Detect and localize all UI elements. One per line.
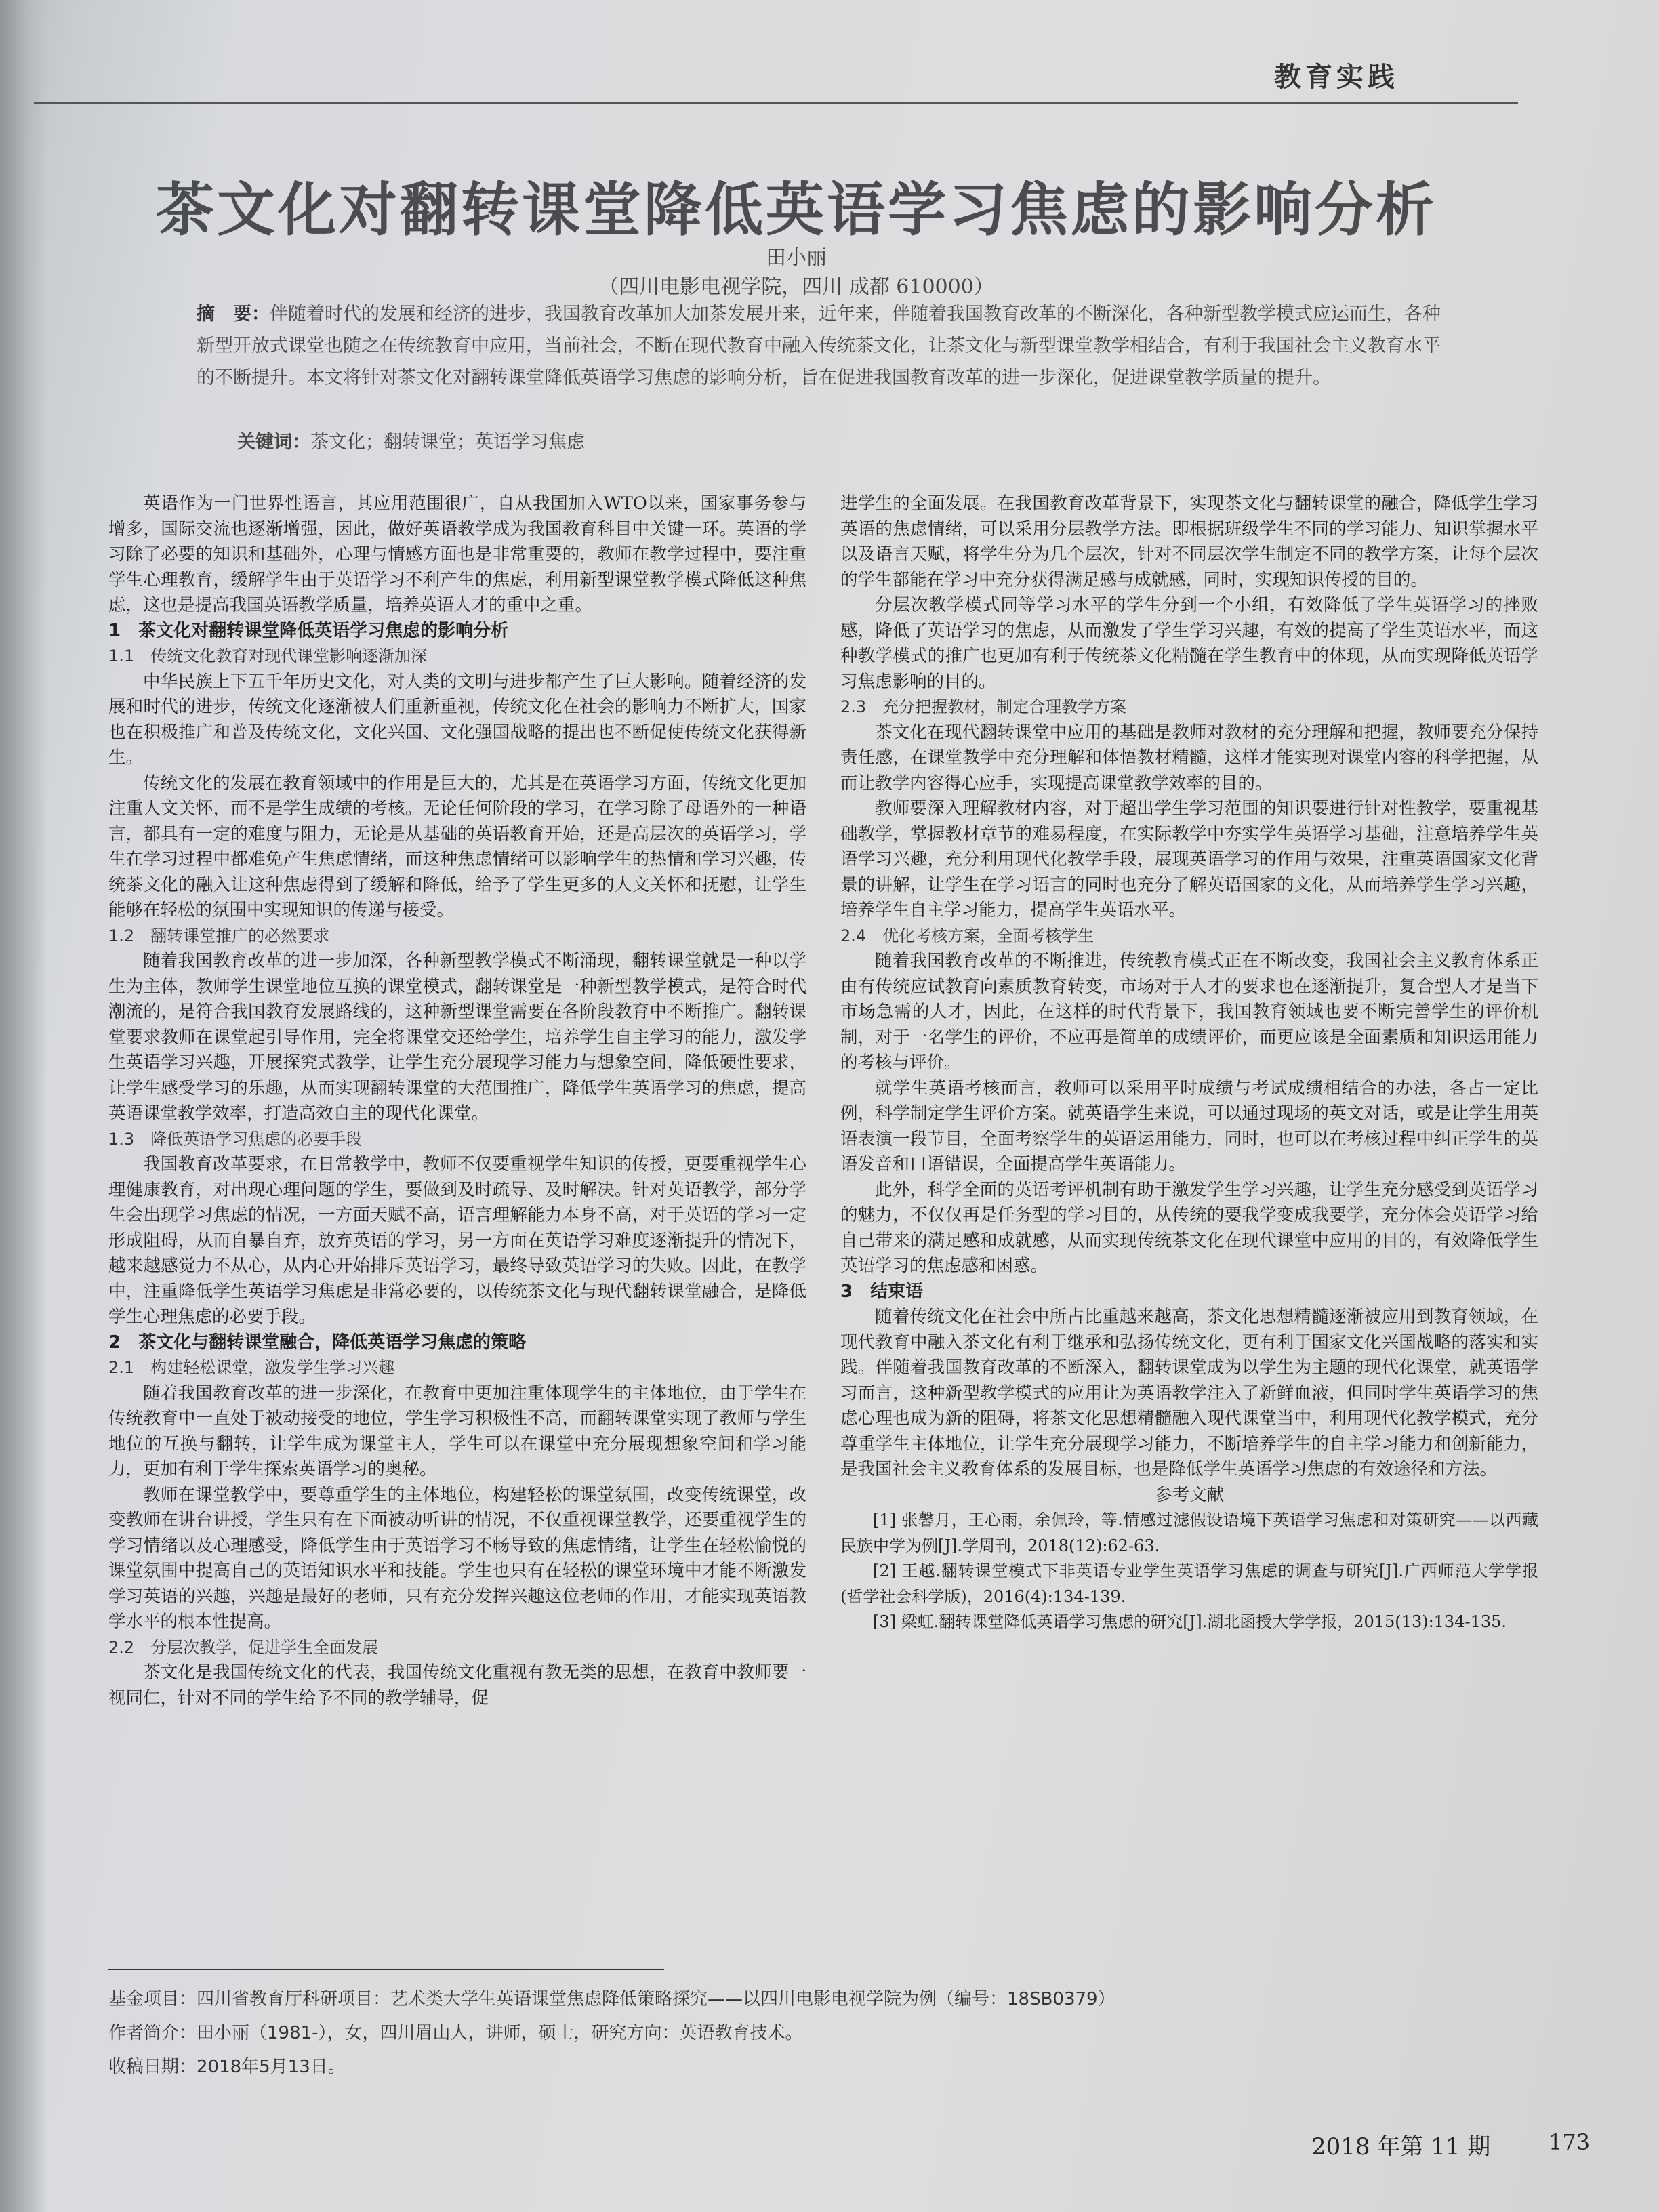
page-number: 173	[1549, 2129, 1591, 2155]
section-header: 教育实践	[1274, 61, 1399, 93]
right-subsection-heading: 2.3 充分把握教材，制定合理教学方案	[840, 697, 1127, 716]
left-paragraph: 教师在课堂教学中，要尊重学生的主体地位，构建轻松的课堂氛围，改变传统课堂，改变教师在讲台讲授，学生只有在下面被动听讲的情况，不仅重视课堂教学，还要重视学生的学习情绪以及心理感受，降低学生由于英语学习不畅导致的焦虑情绪，让学生在轻松愉悦的课堂氛围中提高自己的英语知识水平和技能。学生也只有在轻松的课堂环境中才能不断激发学习英语的兴趣，兴趣是最好的老师，只有充分发挥兴趣这位老师的作用，才能实现英语教学水平的根本性提高。	[108, 1484, 806, 1632]
footnotes	[108, 1982, 1464, 2084]
fund-note: 基金项目：四川省教育厅科研项目：艺术类大学生英语课堂焦虑降低策略探究——以四川电影电视学院为例（编号：18SB0379）	[108, 1989, 1115, 2009]
keywords-text: 茶文化；翻转课堂；英语学习焦虑	[310, 432, 585, 453]
author-bio: 作者简介：田小丽（1981-），女，四川眉山人，讲师，硕士，研究方向：英语教育技术。	[108, 2023, 803, 2043]
left-subsection-heading: 1.1 传统文化教育对现代课堂影响逐渐加深	[108, 647, 428, 665]
left-subsection-heading: 1.2 翻转课堂推广的必然要求	[108, 926, 330, 945]
right-paragraph: 茶文化在现代翻转课堂中应用的基础是教师对教材的充分理解和把握，教师要充分保持责任感，在课堂教学中充分理解和体悟教材精髓，这样才能实现对课堂内容的科学把握，从而让教学内容得心应手，实现提高课堂教学效率的目的。	[840, 722, 1538, 794]
right-paragraph: 随着传统文化在社会中所占比重越来越高，茶文化思想精髓逐渐被应用到教育领域，在现代教育中融入茶文化有利于继承和弘扬传统文化，更有利于国家文化兴国战略的落实和实践。伴随着我国教育改革的不断深入，翻转课堂成为以学生为主题的现代化课堂，就英语学习而言，这种新型教学模式的应用让为英语教学注入了新鲜血液，但同时学生英语学习的焦虑心理也成为新的阻碍，将茶文化思想精髓融入现代课堂当中，利用现代化教学模式，充分尊重学生主体地位，让学生充分展现学习能力，不断培养学生的自主学习能力和创新能力，是我国社会主义教育体系的发展目标，也是降低学生英语学习焦虑的有效途径和方法。	[840, 1307, 1538, 1479]
left-paragraph: 茶文化是我国传统文化的代表，我国传统文化重视有教无类的思想，在教育中教师要一视同仁，针对不同的学生给予不同的教学辅导，促	[108, 1662, 806, 1708]
right-paragraph: 教师要深入理解教材内容，对于超出学生学习范围的知识要进行针对性教学，要重视基础教学，掌握教材章节的难易程度，在实际教学中夯实学生英语学习基础，注意培养学生英语学习兴趣，充分利用现代化教学手段，展现英语学习的作用与效果，注重英语国家文化背景的讲解，让学生在学习语言的同时也充分了解英语国家的文化，从而培养学生学习兴趣，培养学生自主学习能力，提高学生英语水平。	[840, 798, 1538, 920]
left-section-heading: 2 茶文化与翻转课堂融合，降低英语学习焦虑的策略	[108, 1332, 527, 1353]
reference-item: [2] 王越.翻转课堂模式下非英语专业学生英语学习焦虑的调查与研究[J].广西师范大学学报(哲学社会科学版)，2016(4):134-139.	[840, 1561, 1538, 1606]
right-paragraph: 此外，科学全面的英语考评机制有助于激发学生学习兴趣，让学生充分感受到英语学习的魅力，不仅仅再是任务型的学习目的，从传统的要我学变成我要学，充分体会英语学习给自己带来的满足感和成就感，从而实现传统茶文化在现代课堂中应用的目的，有效降低学生英语学习的焦虑感和困惑。	[840, 1179, 1538, 1276]
issue-label: 2018 年第 11 期	[1311, 2133, 1491, 2160]
right-subsection-heading: 2.4 优化考核方案，全面考核学生	[840, 926, 1094, 945]
author: 田小丽	[766, 246, 827, 270]
right-paragraph: 就学生英语考核而言，教师可以采用平时成绩与考试成绩相结合的办法，各占一定比例，科学制定学生评价方案。就英语学生来说，可以通过现场的英文对话，或是让学生用英语表演一段节目，全面考察学生的英语运用能力，同时，也可以在考核过程中纠正学生的英语发音和口语错误，全面提高学生英语能力。	[840, 1078, 1538, 1174]
footnote-rule	[108, 1969, 664, 1970]
right-paragraph-continued: 进学生的全面发展。在我国教育改革背景下，实现茶文化与翻转课堂的融合，降低学生学习英语的焦虑情绪，可以采用分层教学方法。即根据班级学生不同的学习能力、知识掌握水平以及语言天赋，将学生分为几个层次，针对不同层次学生制定不同的教学方案，让每个层次的学生都能在学习中充分获得满足感与成就感，同时，实现知识传授的目的。	[840, 493, 1538, 590]
abstract	[197, 298, 1450, 394]
left-paragraph: 传统文化的发展在教育领域中的作用是巨大的，尤其是在英语学习方面，传统文化更加注重人文关怀，而不是学生成绩的考核。无论任何阶段的学习，在学习除了母语外的一种语言，都具有一定的难度与阻力，无论是从基础的英语教育开始，还是高层次的英语学习，学生在学习过程中都难免产生焦虑情绪，而这种焦虑情绪可以影响学生的热情和学习兴趣，传统茶文化的融入让这种焦虑得到了缓解和降低，给予了学生更多的人文关怀和抚慰，让学生能够在轻松的氛围中实现知识的传递与接受。	[108, 773, 806, 920]
reference-item: [1] 张馨月，王心雨，余佩玲，等.情感过滤假设语境下英语学习焦虑和对策研究——以西藏民族中学为例[J].学周刊，2018(12):62-63.	[840, 1511, 1538, 1555]
right-paragraph: 分层次教学模式同等学习水平的学生分到一个小组，有效降低了学生英语学习的挫败感，降低了英语学习的焦虑，从而激发了学生学习兴趣，有效的提高了学生英语水平，而这种教学模式的推广也更加有利于传统茶文化精髓在学生教育中的体现，从而实现降低英语学习焦虑影响的目的。	[840, 595, 1538, 692]
affiliation: （四川电影电视学院，四川 成都 610000）	[598, 275, 994, 299]
left-section-heading: 1 茶文化对翻转课堂降低英语学习焦虑的影响分析	[108, 620, 509, 641]
left-subsection-heading: 2.2 分层次教学，促进学生全面发展	[108, 1637, 379, 1657]
left-paragraph: 中华民族上下五千年历史文化，对人类的文明与进步都产生了巨大影响。随着经济的发展和时代的进步，传统文化逐渐被人们重新重视，传统文化在社会的影响力不断扩大，国家也在积极推广和普及传统文化，文化兴国、文化强国战略的提出也不断促使传统文化获得新生。	[108, 671, 806, 768]
left-column	[108, 491, 806, 1711]
page-binding-edge	[0, 0, 47, 2212]
left-paragraph: 我国教育改革要求，在日常教学中，教师不仅要重视学生知识的传授，更要重视学生心理健康教育，对出现心理问题的学生，要做到及时疏导、及时解决。针对英语教学，部分学生会出现学习焦虑的情况，一方面天赋不高，语言理解能力本身不高，对于英语的学习一定形成阻碍，从而自暴自弃，放弃英语的学习，另一方面在英语学习难度逐渐提升的情况下，越来越感觉力不从心，从内心开始排斥英语学习，最终导致英语学习的失败。因此，在教学中，注重降低学生英语学习焦虑是非常必要的，以传统茶文化与现代翻转课堂融合，是降低学生心理焦虑的必要手段。	[108, 1154, 806, 1327]
left-paragraph: 随着我国教育改革的进一步加深，各种新型教学模式不断涌现，翻转课堂就是一种以学生为主体，教师学生课堂地位互换的课堂模式，翻转课堂是一种新型教学模式，是符合时代潮流的，是符合我国教育发展路线的，这种新型课堂需要在各阶段教育中不断推广。翻转课堂要求教师在课堂起引导作用，完全将课堂交还给学生，培养学生自主学习的能力，激发学生英语学习兴趣，开展探究式教学，让学生充分展现学习能力与想象空间，降低硬性要求，让学生感受学习的乐趣，从而实现翻转课堂的大范围推广，降低学生英语学习的焦虑，提高英语课堂教学效率，打造高效自主的现代化课堂。	[108, 951, 806, 1124]
reference-item: [3] 梁虹.翻转课堂降低英语学习焦虑的研究[J].湖北函授大学学报，2015(13):134-135.	[873, 1612, 1507, 1631]
right-column	[840, 491, 1538, 1635]
header-rule	[34, 102, 1518, 104]
abstract-text: 伴随着时代的发展和经济的进步，我国教育改革加大加茶发展开来，近年来，伴随着我国教育改革的不断深化，各种新型教学模式应运而生，各种新型开放式课堂也随之在传统教育中应用，当前社会，不断在现代教育中融入传统茶文化，让茶文化与新型课堂教学相结合，有利于我国社会主义教育水平的不断提升。本文将针对茶文化对翻转课堂降低英语学习焦虑的影响分析，旨在促进我国教育改革的进一步深化，促进课堂教学质量的提升。	[197, 304, 1441, 388]
left-paragraph: 英语作为一门世界性语言，其应用范围很广，自从我国加入WTO以来，国家事务参与增多，国际交流也逐渐增强，因此，做好英语教学成为我国教育科目中关键一环。英语的学习除了必要的知识和基础外，心理与情感方面也是非常重要的，教师在教学过程中，要注重学生心理教育，缓解学生由于英语学习不利产生的焦虑，利用新型课堂教学模式降低这种焦虑，这也是提高我国英语教学质量，培养英语人才的重中之重。	[108, 493, 806, 615]
right-paragraph: 随着我国教育改革的不断推进，传统教育模式正在不断改变，我国社会主义教育体系正由有传统应试教育向素质教育转变，市场对于人才的要求也在逐渐提升，复合型人才是当下市场急需的人才，因此，在这样的时代背景下，我国教育领域也要不断完善学生的评价机制，对于一名学生的评价，不应再是简单的成绩评价，而更应该是全面素质和知识运用能力的考核与评价。	[840, 951, 1538, 1073]
received-date: 收稿日期：2018年5月13日。	[108, 2057, 346, 2077]
abstract-label: 摘 要：	[197, 304, 270, 325]
left-subsection-heading: 1.3 降低英语学习焦虑的必要手段	[108, 1129, 363, 1149]
left-subsection-heading: 2.1 构建轻松课堂，激发学生学习兴趣	[108, 1358, 395, 1377]
keywords	[237, 427, 585, 453]
references-title: 参考文献	[1154, 1484, 1224, 1505]
right-section-heading: 3 结束语	[840, 1281, 924, 1302]
article-title: 茶文化对翻转课堂降低英语学习焦虑的影响分析	[156, 176, 1437, 244]
left-paragraph: 随着我国教育改革的进一步深化，在教育中更加注重体现学生的主体地位，由于学生在传统教育中一直处于被动接受的地位，学生学习积极性不高，而翻转课堂实现了教师与学生地位的互换与翻转，让学生成为课堂主人，学生可以在课堂中充分展现想象空间和学习能力，更加有利于学生探索英语学习的奥秘。	[108, 1382, 806, 1479]
keywords-label: 关键词：	[237, 432, 310, 453]
